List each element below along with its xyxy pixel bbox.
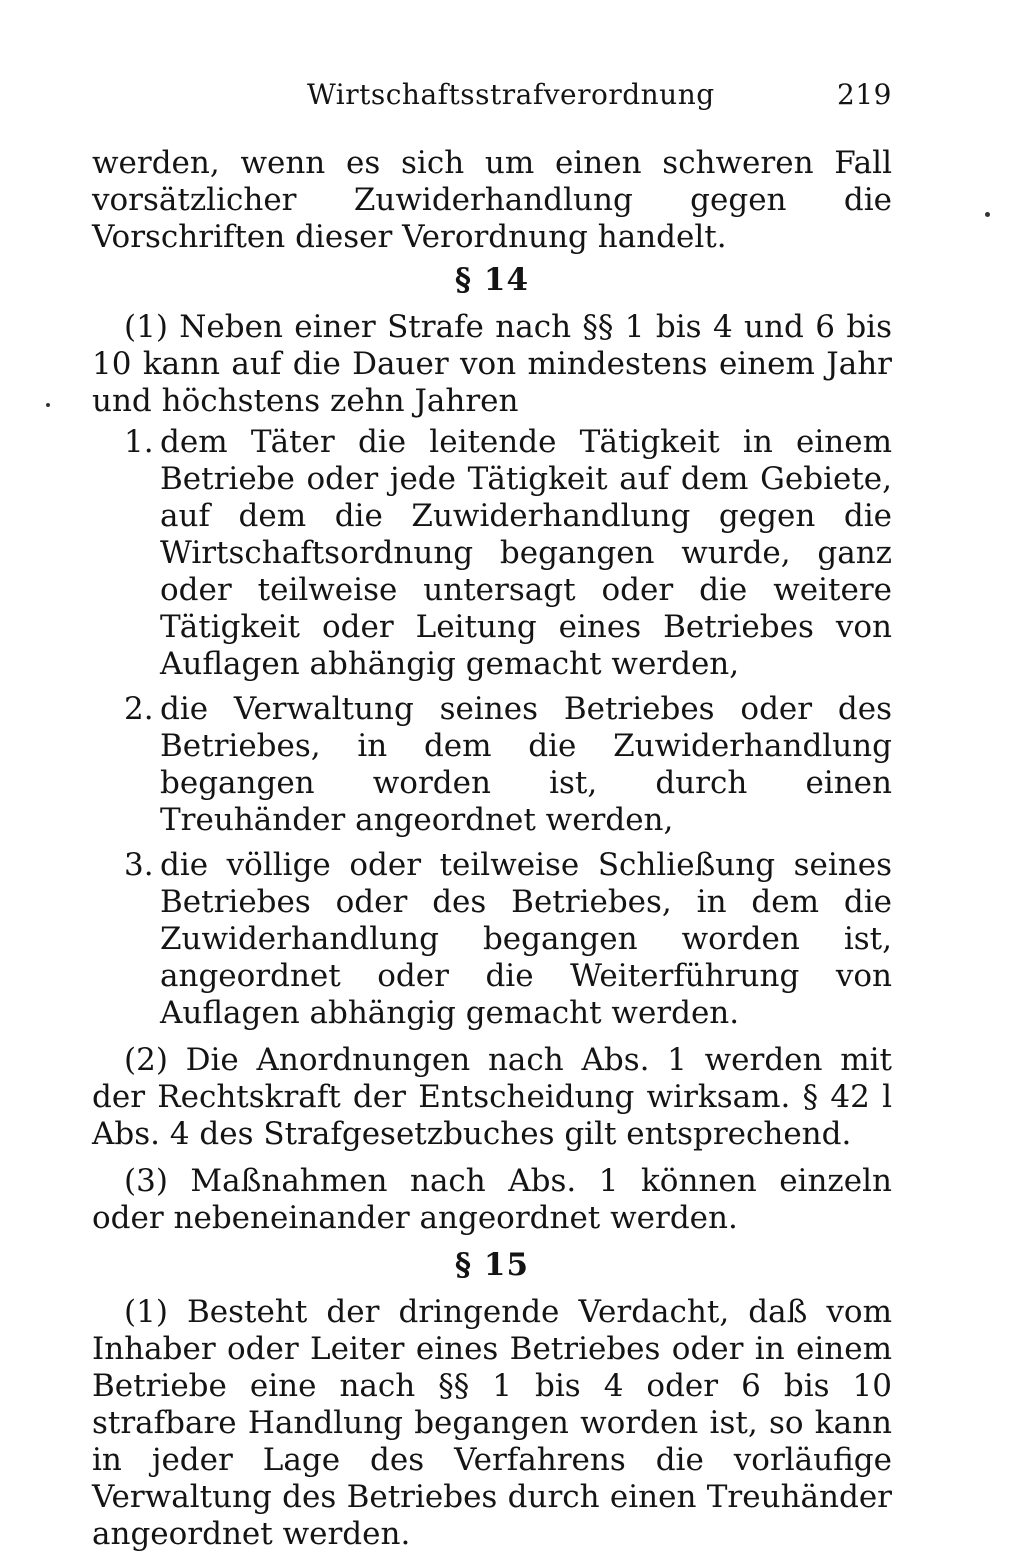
- list-item-text: die Verwaltung seines Betriebes oder des Betriebes, in dem die Zuwiderhandlung begangen worden ist, durch einen Treuhänder angeordnet werden,: [160, 691, 892, 838]
- page-body: [92, 145, 892, 1553]
- section-14-paragraph-3: (3) Maßnahmen nach Abs. 1 können einzeln oder nebeneinander angeordnet werden.: [92, 1163, 892, 1236]
- list-item: [92, 424, 892, 683]
- list-item: [92, 847, 892, 1032]
- running-title: Wirtschaftsstrafverordnung: [307, 78, 715, 111]
- ink-speck: [985, 212, 990, 217]
- list-item-number: 3.: [124, 847, 154, 883]
- section-heading-15: § 15: [454, 1247, 530, 1283]
- list-item-text: die völlige oder teilweise Schließung seines Betriebes oder des Betriebes, in dem die Zuwiderhandlung begangen worden ist, angeordnet oder die Weiterführung von Auflagen abhängig gemacht werden.: [160, 847, 892, 1031]
- list-item-number: 2.: [124, 691, 154, 727]
- list-item-text: dem Täter die leitende Tätigkeit in einem Betriebe oder jede Tätigkeit auf dem Gebiete, auf dem die Zuwiderhandlung gegen die Wirtschaftsordnung begangen wurde, ganz oder teilweise untersagt oder die weitere Tätigkeit oder Leitung eines Betriebes von Auflagen abhängig gemacht werden,: [160, 424, 892, 682]
- list-item: [92, 691, 892, 839]
- list-item-number: 1.: [124, 424, 154, 460]
- ink-speck: [46, 403, 50, 407]
- section-heading-14: § 14: [454, 262, 530, 298]
- section-15-paragraph-1: (1) Besteht der dringende Verdacht, daß vom Inhaber oder Leiter eines Betriebes oder in einem Betriebe eine nach §§ 1 bis 4 oder 6 bis 10 strafbare Handlung begangen worden ist, so kann in jeder Lage des Verfahrens die vorläufige Verwaltung des Betriebes durch einen Treuhänder angeordnet werden.: [92, 1294, 892, 1552]
- section-14-item-list: [92, 424, 892, 1032]
- section-14-paragraph-1: (1) Neben einer Strafe nach §§ 1 bis 4 und 6 bis 10 kann auf die Dauer von mindestens einem Jahr und höchstens zehn Jahren: [92, 309, 892, 419]
- running-header: [92, 78, 892, 118]
- section-14-paragraph-2: (2) Die Anordnungen nach Abs. 1 werden mit der Rechtskraft der Entscheidung wirksam. § 42 l Abs. 4 des Strafgesetzbuches gilt entsprechend.: [92, 1042, 892, 1152]
- carryover-paragraph: werden, wenn es sich um einen schweren Fall vorsätzlicher Zuwiderhandlung gegen die Vorschriften dieser Verordnung handelt.: [92, 145, 892, 255]
- page-number: 219: [837, 78, 892, 111]
